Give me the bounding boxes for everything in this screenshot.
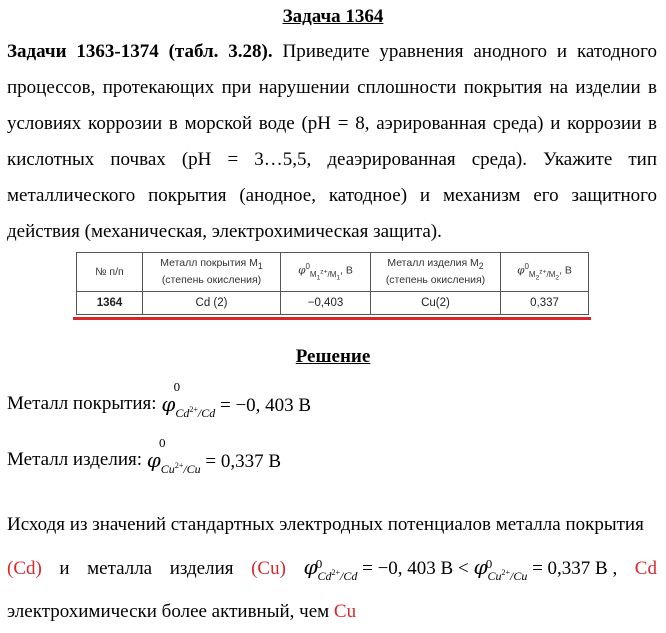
red-underline xyxy=(73,317,591,320)
data-table xyxy=(76,252,589,315)
cd-highlight: (Cd) xyxy=(7,557,42,579)
word-product: изделия xyxy=(169,557,234,579)
cell-coating-metal: Cd (2) xyxy=(143,292,281,315)
para-line-2 xyxy=(7,546,657,591)
conclusion-paragraph xyxy=(7,504,657,633)
para-line-1: Исходя из значений стандартных электродных потенциалов металла покрытия xyxy=(7,514,644,535)
coating-line xyxy=(7,381,312,420)
coating-label: Металл покрытия: xyxy=(7,392,157,414)
product-formula: φ 0 $_{Cu^{2+}/Cu}$ = 0,337 В xyxy=(146,437,282,476)
cell-phi-product: 0,337 xyxy=(501,292,589,315)
compare-formula: φ 0 $_{Cd^{2+}/Cd}$ = −0, 403 В < φ 0 $_{Cu^{2+}/Cu}$ = 0,337 В , xyxy=(303,555,618,583)
table-row xyxy=(77,292,589,315)
cu-highlight: (Cu) xyxy=(251,557,286,579)
coating-formula: φ 0 $_{Cd^{2+}/Cd}$ = −0, 403 В xyxy=(161,381,312,420)
cu-short: Cu xyxy=(333,601,357,622)
word-and: и xyxy=(59,557,70,579)
solution-heading: Решение xyxy=(295,346,371,367)
task-title: Задача 1364 xyxy=(282,6,384,27)
word-metal: металла xyxy=(87,557,153,579)
coating-value: = −0, 403 В xyxy=(219,395,312,416)
para-line-3: электрохимически более активный, чем Cu xyxy=(7,601,357,622)
header-product-metal: Металл изделия $M_2$ (степень окисления) xyxy=(371,253,501,292)
header-num: № п/п xyxy=(77,253,143,292)
task-text: Приведите уравнения анодного и катодного процессов, протекающих при нарушении сплошности покрытия на изделии в условиях коррозии в морской воде (pH = 8, аэрированная среда) и коррозии в кислотных почвах (pH = 3…5,5, деаэрированная среда). Укажите тип металлического покрытия (анодное, катодное) и механизм его защитного действия (механическая, электрохимическая защита). xyxy=(7,41,657,242)
product-line xyxy=(7,437,282,476)
cd-short: Cd xyxy=(634,557,657,579)
cell-product-metal: Cu(2) xyxy=(371,292,501,315)
header-phi-product: $\varphi^0_{M_2^{z+}/M_2}$, В xyxy=(501,253,589,292)
cell-num: 1364 xyxy=(77,292,143,315)
header-phi-coating: $\varphi^0_{M_1^{z+}/M_1}$, В xyxy=(281,253,371,292)
table-header-row xyxy=(77,253,589,292)
product-label: Металл изделия: xyxy=(7,448,143,470)
header-coating-metal: Металл покрытия $M_1$ (степень окисления) xyxy=(143,253,281,292)
product-value: = 0,337 В xyxy=(205,451,282,472)
data-table-container xyxy=(76,252,588,315)
task-statement xyxy=(7,34,657,250)
task-reference: Задачи 1363-1374 (табл. 3.28). xyxy=(7,41,273,62)
cell-phi-coating: −0,403 xyxy=(281,292,371,315)
